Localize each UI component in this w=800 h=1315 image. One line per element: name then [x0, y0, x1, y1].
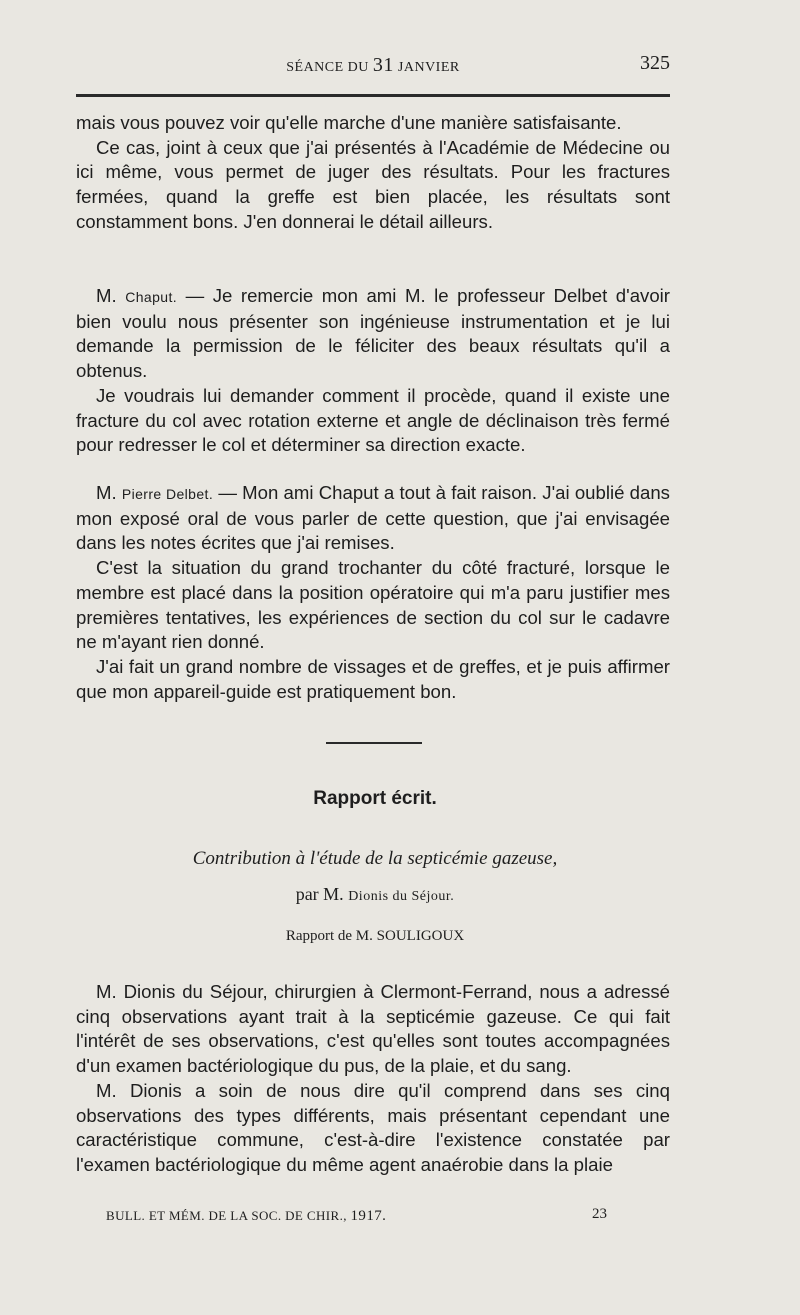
author-line	[0, 884, 750, 905]
paragraph-continued: mais vous pouvez voir qu'elle marche d'une manière satisfaisante.	[76, 112, 622, 133]
article-title: Contribution à l'étude de la septicémie gazeuse,	[192, 848, 558, 869]
footer-year: 1917.	[350, 1208, 387, 1224]
author-name: Dionis du Séjour.	[348, 889, 455, 904]
chaput-speaker-prefix: M.	[96, 285, 117, 306]
reporter-prefix: Rapport de M.	[285, 928, 373, 944]
chaput-paragraph-1	[76, 284, 670, 384]
author-prefix: par M.	[295, 884, 344, 904]
running-header	[76, 50, 670, 76]
delbet-speaker-prefix: M.	[96, 482, 117, 503]
footer-journal-name: BULL. ET MÉM. DE LA SOC. DE CHIR.,	[106, 1208, 347, 1223]
opening-text	[76, 111, 670, 235]
delbet-speaker-name: Pierre Delbet.	[121, 486, 214, 502]
header-title-day: 31	[372, 54, 394, 76]
report-paragraph-2: M. Dionis a soin de nous dire qu'il comprend dans ses cinq observations des types différents, mais présentant cependant une caractéristique commune, c'est-à-dire l'existence constatée par l'examen bactériologique du même agent anaérobie dans la plaie	[76, 1079, 670, 1175]
page-number: 325	[640, 52, 670, 74]
delbet-paragraph-3: J'ai fait un grand nombre de vissages et de greffes, et je puis affirmer que mon appareil-guide est pratiquement bon.	[76, 655, 670, 702]
section-title: Rapport écrit.	[313, 788, 437, 809]
chaput-speech-1: — Je remercie mon ami M. le professeur Delbet d'avoir bien voulu nous présenter son ingénieuse instrumentation et je lui demande la permission de le féliciter des beaux résultats qu'il a obtenus.	[76, 285, 670, 382]
delbet-speech-1: — Mon ami Chaput a tout à fait raison. J'ai oublié dans mon exposé oral de vous parler de cette question, que j'ai envisagée dans les notes écrites que j'ai remises.	[76, 482, 670, 554]
paragraph-results: Ce cas, joint à ceux que j'ai présentés à l'Académie de Médecine ou ici même, vous permet de juger des résultats. Pour les fractures fermées, quand la greffe est bien placée, les résultats sont constamment bons. J'en donnerai le détail ailleurs.	[76, 136, 670, 232]
chaput-paragraph-2: Je voudrais lui demander comment il procède, quand il existe une fracture du col avec rotation externe et angle de déclinaison très fermé pour redresser le col et déterminer sa direction exacte.	[76, 384, 670, 456]
header-title-part1: SÉANCE DU	[286, 60, 369, 75]
chaput-remarks	[76, 284, 670, 458]
running-title	[76, 54, 670, 77]
chaput-speaker-name: Chaput.	[125, 289, 178, 305]
delbet-paragraph-2: C'est la situation du grand trochanter du côté fracturé, lorsque le membre est placé dans la position opératoire qui m'a paru justifier mes premières tentatives, les expériences de section du col sur le cadavre ne m'ayant rien donné.	[76, 557, 670, 653]
report-body	[76, 980, 670, 1178]
header-rule	[76, 94, 670, 97]
section-divider	[326, 742, 422, 744]
reporter-name: SOULIGOUX	[376, 928, 465, 944]
footer-sheet-number: 23	[592, 1206, 607, 1222]
reporter-line	[0, 928, 750, 945]
report-paragraph-1: M. Dionis du Séjour, chirurgien à Clermont-Ferrand, nous a adressé cinq observations ayant trait à la septicémie gazeuse. Ce qui fait l'intérêt de ses observations, c'est qu'elles sont toutes accompagnées d'un examen bactériologique du pus, de la plaie, et du sang.	[76, 981, 670, 1077]
delbet-paragraph-1	[76, 481, 670, 556]
delbet-remarks	[76, 481, 670, 704]
header-title-part2: JANVIER	[397, 60, 460, 75]
footer-journal	[106, 1208, 386, 1225]
